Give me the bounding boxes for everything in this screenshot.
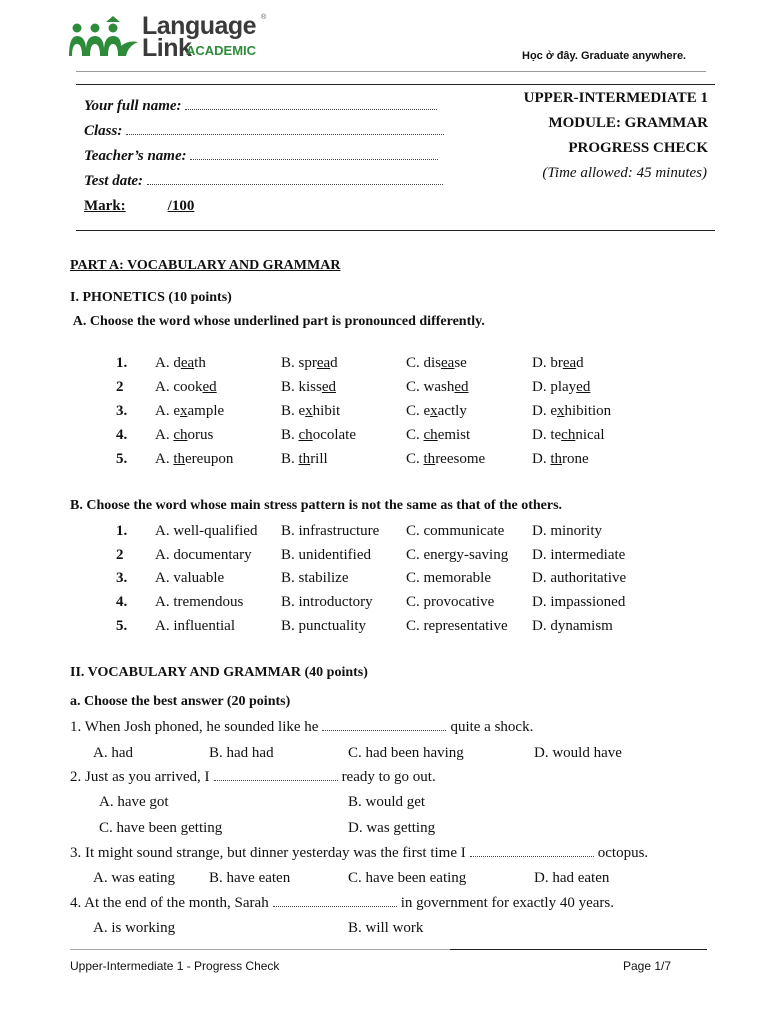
name-label: Your full name:	[84, 98, 437, 115]
vocab-sub-a: a. Choose the best answer (20 points)	[70, 694, 291, 709]
answer-option[interactable]: D. impassioned	[532, 594, 626, 611]
logo-text-language: Language	[142, 12, 257, 40]
answer-option[interactable]: C. washed	[406, 379, 469, 395]
answer-option[interactable]: A. is working	[93, 920, 176, 936]
vocab-title: II. VOCABULARY AND GRAMMAR (40 points)	[70, 665, 368, 680]
date-field[interactable]	[147, 175, 443, 185]
answer-option[interactable]: D. would have	[534, 745, 622, 761]
answer-option[interactable]: B. exhibit	[281, 403, 341, 419]
answer-option[interactable]: B. kissed	[281, 379, 337, 395]
underlined-part: ch	[298, 427, 313, 443]
answer-option[interactable]: B. stabilize	[281, 570, 349, 587]
answer-option[interactable]: C. exactly	[406, 403, 467, 419]
answer-option[interactable]: C. communicate	[406, 523, 505, 539]
answer-option[interactable]: A. cooked	[155, 379, 217, 395]
answer-option[interactable]: D. authoritative	[532, 570, 627, 587]
answer-option[interactable]: B. spread	[281, 355, 338, 371]
slogan: Học ở đây. Graduate anywhere.	[522, 50, 687, 62]
logo-text-link: Link	[142, 34, 192, 62]
phonetics-a-row	[0, 355, 768, 375]
answer-option[interactable]: A. death	[155, 355, 206, 371]
answer-option[interactable]: B. unidentified	[281, 546, 371, 563]
phonetics-a-row	[0, 403, 768, 423]
teacher-field[interactable]	[190, 150, 438, 160]
underlined-part: x	[430, 403, 438, 419]
phonetics-b-row	[0, 547, 768, 567]
answer-option[interactable]: C. have been eating	[348, 870, 467, 886]
answer-option[interactable]: D. minority	[532, 523, 602, 539]
mark-total: /100	[167, 198, 195, 214]
answer-option[interactable]: B. will work	[348, 920, 424, 936]
phonetics-title: I. PHONETICS (10 points)	[70, 290, 232, 305]
underlined-part: ea	[180, 355, 195, 371]
phonetics-a-instruction: A. Choose the word whose underlined part is pronounced differently.	[70, 314, 485, 329]
answer-option[interactable]: D. exhibition	[532, 403, 612, 419]
underlined-part: x	[180, 403, 188, 419]
answer-option[interactable]: C. provocative	[406, 594, 495, 611]
question-number: 4.	[116, 594, 128, 611]
test-module: MODULE: GRAMMAR	[548, 115, 708, 131]
phonetics-a-row	[0, 379, 768, 399]
footer-rule-left	[70, 949, 450, 950]
underlined-part: th	[173, 451, 186, 467]
question-number: 3.	[116, 570, 128, 587]
logo	[68, 14, 268, 60]
question-number: 3.	[116, 403, 128, 419]
part-a-title: PART A: VOCABULARY AND GRAMMAR	[70, 258, 341, 273]
answer-blank[interactable]	[322, 720, 446, 731]
answer-option[interactable]: A. thereupon	[155, 451, 234, 467]
answer-option[interactable]: D. played	[532, 379, 591, 395]
underlined-part: ed	[202, 379, 217, 395]
underlined-part: ea	[316, 355, 331, 371]
phonetics-b-row	[0, 618, 768, 638]
phonetics-a-row	[0, 427, 768, 447]
answer-option[interactable]: B. had had	[209, 745, 274, 761]
logo-people-icon	[68, 16, 140, 58]
answer-option[interactable]: C. chemist	[406, 427, 471, 443]
question-number: 2	[116, 379, 124, 395]
underlined-part: th	[550, 451, 563, 467]
answer-option[interactable]: C. memorable	[406, 570, 491, 587]
answer-option[interactable]: C. have been getting	[99, 820, 223, 836]
underlined-part: th	[298, 451, 311, 467]
answer-option[interactable]: A. documentary	[155, 546, 252, 563]
test-type: PROGRESS CHECK	[568, 140, 708, 156]
phonetics-b-row	[0, 594, 768, 614]
answer-option[interactable]: A. influential	[155, 617, 235, 634]
answer-option[interactable]: A. had	[93, 745, 133, 761]
footer-page: Page 1/7	[623, 959, 672, 973]
phonetics-a-row	[0, 451, 768, 471]
underlined-part: x	[557, 403, 565, 419]
question-number: 4.	[116, 427, 128, 443]
mark-label: Mark:	[84, 198, 126, 214]
mark-row	[84, 198, 194, 215]
info-bottom-rule	[76, 230, 715, 231]
answer-option[interactable]: B. thrill	[281, 451, 328, 467]
underlined-part: ch	[561, 427, 576, 443]
class-field[interactable]	[126, 125, 444, 135]
question-number: 5.	[116, 451, 128, 467]
underlined-part: th	[423, 451, 436, 467]
date-label: Test date:	[84, 173, 443, 190]
header-divider	[76, 71, 706, 72]
answer-option[interactable]: B. have eaten	[209, 870, 291, 886]
phonetics-b-row	[0, 570, 768, 590]
answer-option[interactable]: A. was eating	[93, 870, 176, 886]
underlined-part: ea	[562, 355, 577, 371]
test-level: UPPER-INTERMEDIATE 1	[523, 90, 708, 106]
answer-option[interactable]: B. punctuality	[281, 617, 366, 634]
footer-rule-right	[450, 949, 707, 950]
question-stem: 4. At the end of the month, Sarah in government for exactly 40 years.	[70, 895, 614, 911]
answer-option[interactable]: A. chorus	[155, 427, 214, 443]
answer-option[interactable]: A. have got	[99, 794, 169, 810]
answer-option[interactable]: A. well-qualified	[155, 523, 258, 539]
answer-option[interactable]: C. representative	[406, 617, 508, 634]
underlined-part: ed	[454, 379, 469, 395]
logo-registered-mark: ®	[261, 14, 267, 21]
answer-option[interactable]: A. tremendous	[155, 594, 244, 611]
answer-option[interactable]: A. valuable	[155, 570, 225, 587]
answer-option[interactable]: C. disease	[406, 355, 467, 371]
question-number: 5.	[116, 617, 128, 634]
answer-option[interactable]: C. energy-saving	[406, 546, 509, 563]
underlined-part: ed	[321, 379, 337, 395]
underlined-part: ed	[576, 379, 591, 395]
answer-option[interactable]: D. throne	[532, 451, 589, 467]
teacher-label: Teacher’s name:	[84, 148, 438, 165]
class-label: Class:	[84, 123, 444, 140]
name-field[interactable]	[185, 100, 437, 110]
answer-option[interactable]: D. bread	[532, 355, 584, 371]
question-stem: 3. It might sound strange, but dinner yesterday was the first time I octopus.	[70, 845, 649, 861]
answer-option[interactable]: D. intermediate	[532, 546, 626, 563]
answer-option[interactable]: B. introductory	[281, 594, 373, 611]
test-time: (Time allowed: 45 minutes)	[542, 165, 707, 181]
answer-option[interactable]: B. chocolate	[281, 427, 356, 443]
underlined-part: ea	[441, 355, 455, 371]
question-number: 2	[116, 546, 124, 563]
answer-blank[interactable]	[470, 846, 594, 857]
answer-option[interactable]: B. infrastructure	[281, 523, 380, 539]
answer-option[interactable]: B. would get	[348, 794, 426, 810]
info-top-rule	[76, 84, 715, 85]
footer-left: Upper-Intermediate 1 - Progress Check	[70, 959, 280, 973]
phonetics-b-instruction: B. Choose the word whose main stress pattern is not the same as that of the others.	[70, 498, 563, 513]
answer-option[interactable]: C. had been having	[348, 745, 464, 761]
question-stem: 2. Just as you arrived, I ready to go out.	[70, 769, 436, 785]
answer-option[interactable]: D. dynamism	[532, 617, 613, 634]
question-number: 1.	[116, 523, 128, 539]
answer-option[interactable]: A. example	[155, 403, 225, 419]
answer-blank[interactable]	[273, 896, 397, 907]
logo-text-academic: ACADEMIC	[186, 43, 257, 58]
underlined-part: ch	[423, 427, 438, 443]
answer-option[interactable]: D. had eaten	[534, 870, 610, 886]
underlined-part: ch	[173, 427, 188, 443]
underlined-part: x	[305, 403, 313, 419]
answer-option[interactable]: C. threesome	[406, 451, 486, 467]
question-stem: 1. When Josh phoned, he sounded like he quite a shock.	[70, 719, 534, 735]
answer-option[interactable]: D. technical	[532, 427, 605, 443]
answer-option[interactable]: D. was getting	[348, 820, 436, 836]
phonetics-b-row	[0, 523, 768, 543]
answer-blank[interactable]	[214, 770, 338, 781]
question-number: 1.	[116, 355, 128, 371]
